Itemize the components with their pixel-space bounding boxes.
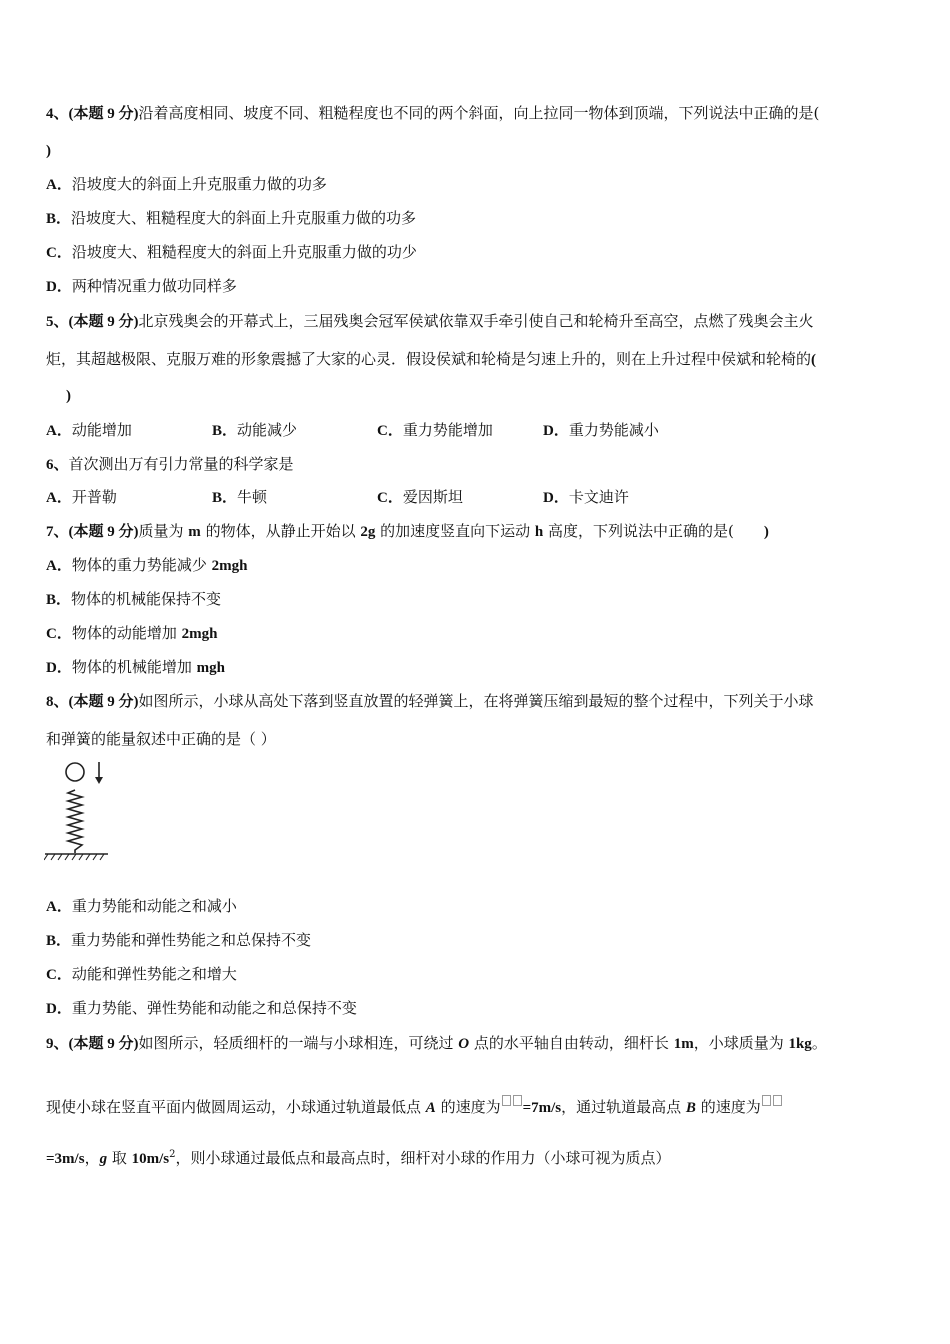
q9-tag: (本题 9 分) [68, 1036, 139, 1052]
q8-line2: 和弹簧的能量叙述中正确的是（ ） [46, 730, 276, 748]
q6-option-b: B．牛顿 [212, 488, 268, 506]
spring-icon [68, 790, 82, 853]
q4-option-d: D．两种情况重力做功同样多 [46, 277, 237, 295]
ground-hatch [44, 854, 104, 860]
q4-option-a: A．沿坡度大的斜面上升克服重力做的功多 [46, 175, 327, 193]
q4-option-c: C．沿坡度大、粗糙程度大的斜面上升克服重力做的功少 [46, 243, 417, 261]
q8-line1: 8、(本题 9 分)如图所示，小球从高处下落到竖直放置的轻弹簧上，在将弹簧压缩到最短的整个过程中，下列关于小球 [46, 692, 814, 710]
q8-option-b: B．重力势能和弹性势能之和总保持不变 [46, 931, 312, 949]
q5-number: 5、 [46, 314, 69, 330]
ball-icon [66, 763, 84, 781]
missing-glyph-icon [762, 1095, 771, 1106]
missing-glyph-icon [773, 1095, 782, 1106]
q4-close: ) [46, 143, 51, 159]
q5-tag: (本题 9 分) [68, 314, 139, 330]
q6-option-d: D．卡文迪许 [543, 488, 629, 506]
q5-close: ) [66, 388, 71, 404]
q7-option-c: C．物体的动能增加 2mgh [46, 624, 218, 642]
q7-number: 7、 [46, 524, 69, 540]
q9-number: 9、 [46, 1036, 69, 1052]
q7-stem: 7、(本题 9 分)质量为 m 的物体，从静止开始以 2g 的加速度竖直向下运动 h 高度，下列说法中正确的是( ) [46, 522, 769, 540]
q5-option-d: D．重力势能减小 [543, 421, 659, 439]
q8-number: 8、 [46, 694, 69, 710]
q4-stem: 沿着高度相同、坡度不同、粗糙程度也不同的两个斜面，向上拉同一物体到顶端，下列说法中正确的是( [138, 104, 820, 122]
q9-line1: 9、(本题 9 分)如图所示，轻质细杆的一端与小球相连，可绕过 O 点的水平轴自由转动，细杆长 1m，小球质量为 1kg。 [46, 1034, 827, 1052]
q8-option-a: A．重力势能和动能之和减小 [46, 897, 237, 915]
q5-option-b: B．动能减少 [212, 421, 298, 439]
q4-line1 [46, 103, 819, 124]
q5-line2: 炬，其超越极限、克服万难的形象震撼了大家的心灵．假设侯斌和轮椅是匀速上升的，则在上升过程中侯斌和轮椅的( [46, 350, 817, 368]
q4-number: 4、 [46, 106, 69, 122]
q6-number: 6、 [46, 457, 69, 473]
q7-option-b: B．物体的机械能保持不变 [46, 590, 222, 608]
q8-tag: (本题 9 分) [68, 694, 139, 710]
q7-option-a: A．物体的重力势能减少 2mgh [46, 556, 248, 574]
q5-option-c: C．重力势能增加 [377, 421, 493, 439]
spring-ball-figure [44, 760, 114, 864]
q7-option-d: D．物体的机械能增加 mgh [46, 658, 225, 676]
q8-option-d: D．重力势能、弹性势能和动能之和总保持不变 [46, 999, 357, 1017]
q5-line1: 5、(本题 9 分)北京残奥会的开幕式上，三届残奥会冠军侯斌依靠双手牵引使自己和轮椅升至高空，点燃了残奥会主火 [46, 312, 814, 330]
q4-tag: (本题 9 分) [68, 106, 139, 122]
q4-option-b: B．沿坡度大、粗糙程度大的斜面上升克服重力做的功多 [46, 209, 417, 227]
q5-option-a: A．动能增加 [46, 421, 132, 439]
q6-option-c: C．爱因斯坦 [377, 488, 463, 506]
missing-glyph-icon [502, 1095, 511, 1106]
q9-line2: 现使小球在竖直平面内做圆周运动，小球通过轨道最低点 A 的速度为 =7m/s，通过轨道最高点 B 的速度为 [46, 1095, 783, 1118]
q7-tag: (本题 9 分) [68, 524, 139, 540]
q6-option-a: A．开普勒 [46, 488, 117, 506]
q8-option-c: C．动能和弹性势能之和增大 [46, 965, 237, 983]
missing-glyph-icon [513, 1095, 522, 1106]
q9-line3: =3m/s，g 取 $10m/s^2$，则小球通过最低点和最高点时，细杆对小球的作用力（小球可视为质点） [46, 1149, 671, 1167]
q6-stem: 6、首次测出万有引力常量的科学家是 [46, 455, 294, 473]
